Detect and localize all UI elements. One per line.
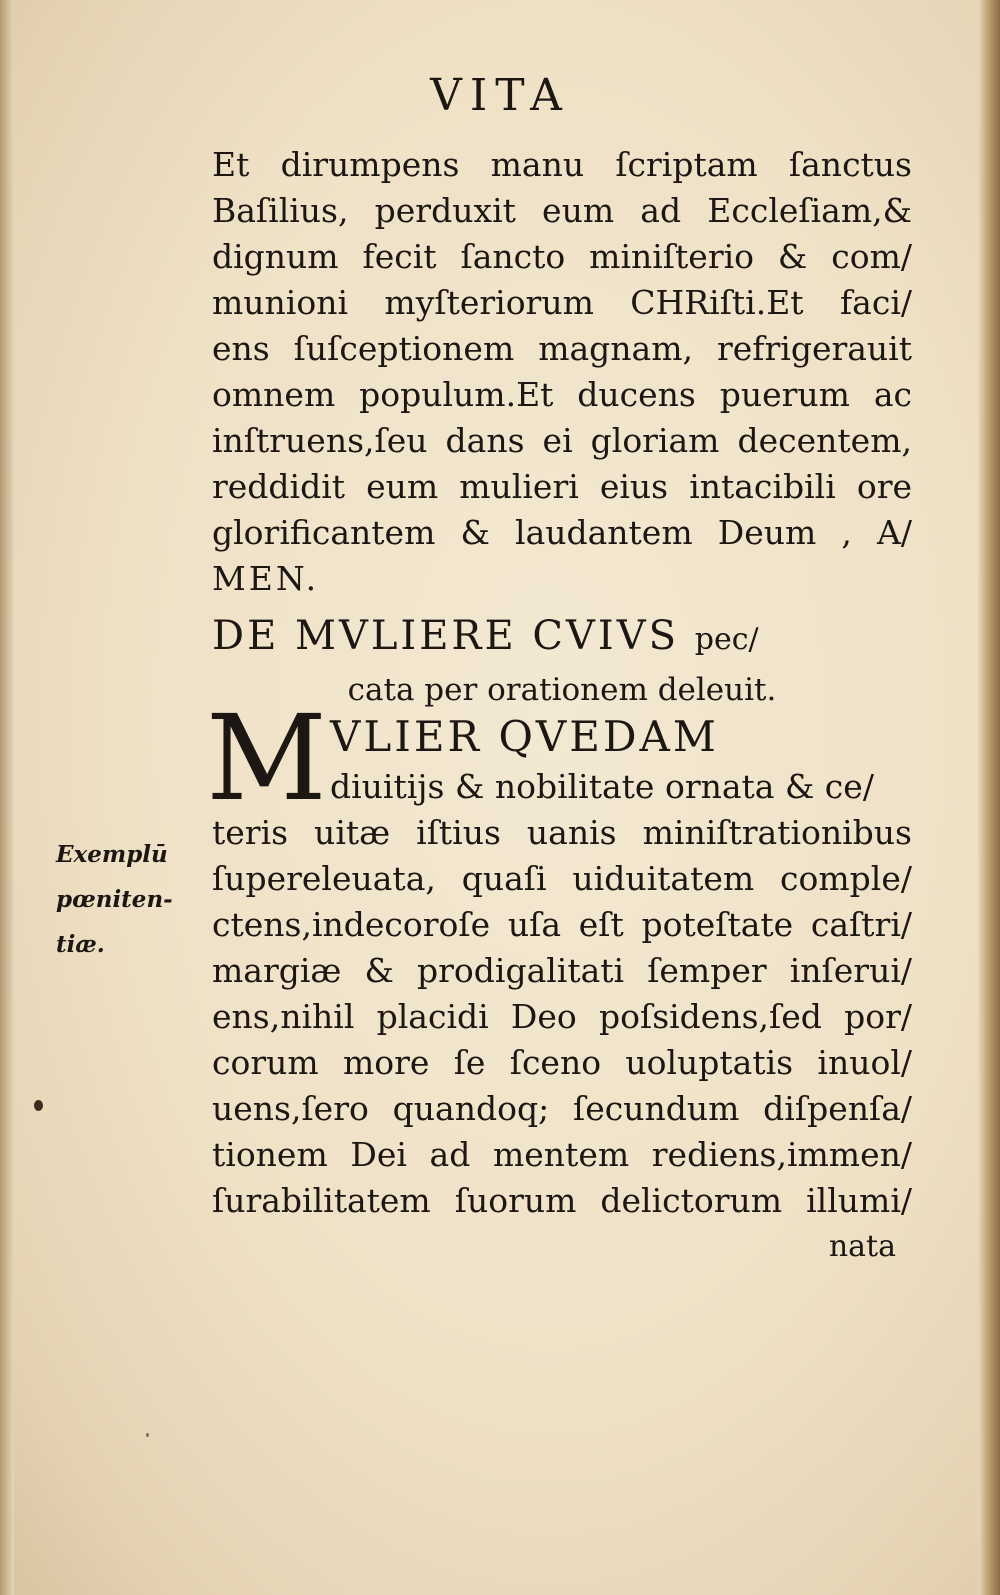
marginal-note-line: tiæ.	[56, 931, 105, 958]
text-line: ſurabilitatem ſuorum delictorum illumi/	[212, 1181, 912, 1220]
text-line: glorificantem & laudantem Deum , A/	[212, 513, 912, 552]
marginal-note-line: Exemplū	[56, 841, 168, 868]
drop-initial: M	[206, 689, 327, 827]
text-line: uens,ſero quandoq; ſecundum diſpenſa/	[212, 1089, 912, 1128]
chapter-heading-main: DE MVLIERE CVIVS	[212, 613, 680, 659]
marginal-note-line: pœniten-	[56, 886, 173, 913]
text-line: ens ſuſceptionem magnam, refrigerauit	[212, 329, 912, 368]
text-line: munioni myſteriorum CHRiſti.Et faci/	[212, 283, 912, 322]
text-line: inſtruens,ſeu dans ei gloriam decentem,	[212, 421, 912, 460]
page-right-edge	[978, 0, 1000, 1595]
initial-capline: VLIER QVEDAM	[330, 712, 719, 761]
text-line: tionem Dei ad mentem rediens,immen/	[212, 1135, 912, 1174]
text-line: Baſilius, perduxit eum ad Eccleſiam,&	[212, 191, 912, 230]
chapter-heading-tail: pec/	[694, 622, 759, 657]
text-line: Et dirumpens manu ſcriptam ſanctus	[212, 145, 912, 184]
catchword: nata	[828, 1229, 896, 1264]
text-line: reddidit eum mulieri eius intacibili ore	[212, 467, 912, 506]
text-line: ctens,indecoroſe uſa eſt poteſtate caſtri/	[212, 905, 912, 944]
ink-spot	[146, 1433, 149, 1437]
text-line: ſupereleuata, quaſi uiduitatem comple/	[212, 859, 912, 898]
chapter-subheading: cata per orationem deleuit.	[347, 672, 777, 708]
text-line: diuitijs & nobilitate ornata & ce/	[330, 767, 874, 806]
ink-spot	[34, 1100, 43, 1111]
text-line: omnem populum.Et ducens puerum ac	[212, 375, 912, 414]
chapter-heading	[212, 608, 912, 668]
text-block	[206, 142, 912, 1270]
running-head: VITA	[430, 70, 570, 121]
text-line: MEN.	[212, 559, 320, 598]
text-line: margiæ & prodigalitati ſemper inſerui/	[212, 951, 912, 990]
text-line: corum more ſe ſceno uoluptatis inuol/	[212, 1043, 912, 1082]
text-line: dignum fecit ſancto miniſterio & com/	[212, 237, 912, 276]
text-line: ens,nihil placidi Deo poſsidens,ſed por/	[212, 997, 912, 1036]
marginal-note	[56, 832, 173, 967]
page-left-edge	[0, 0, 14, 1595]
text-line: teris uitæ iſtius uanis miniſtrationibus	[212, 813, 912, 852]
